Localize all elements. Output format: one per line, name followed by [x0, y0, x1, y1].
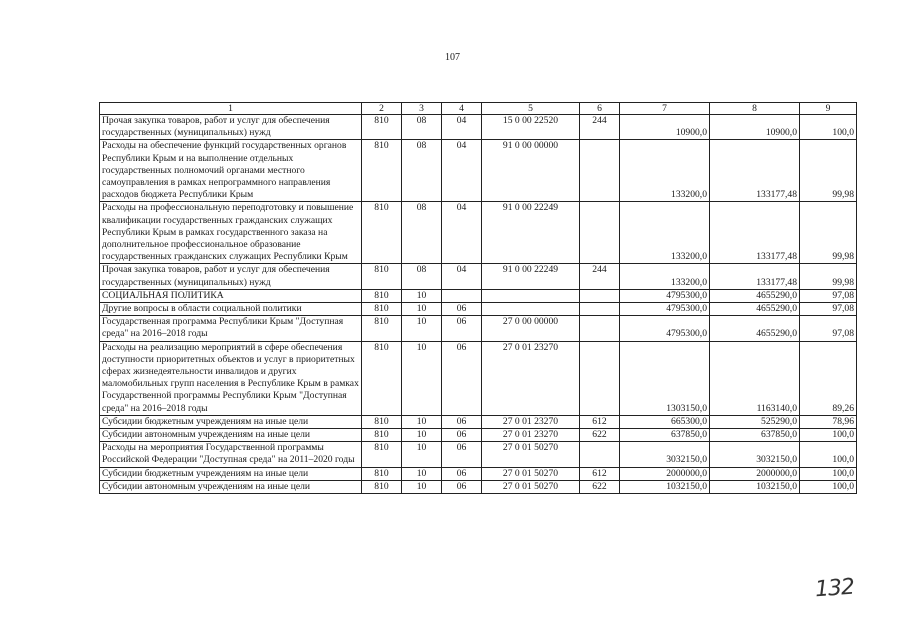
- row-name-cell: Другие вопросы в области социальной политики: [100, 303, 362, 316]
- percent-cell: 100,0: [800, 467, 857, 480]
- percent-cell: 99,98: [800, 140, 857, 202]
- section-cell: 10: [402, 289, 442, 302]
- percent-cell: 100,0: [800, 429, 857, 442]
- header-cell: 2: [362, 103, 402, 115]
- code-cell: 810: [362, 202, 402, 264]
- percent-cell: 89,26: [800, 341, 857, 415]
- row-name-cell: Субсидии автономным учреждениям на иные цели: [100, 480, 362, 493]
- actual-amount-cell: 1163140,0: [710, 341, 800, 415]
- table-row: [100, 289, 857, 302]
- code-cell: 810: [362, 316, 402, 341]
- percent-cell: 97,08: [800, 303, 857, 316]
- subsection-cell: 04: [442, 264, 482, 289]
- section-cell: 10: [402, 467, 442, 480]
- percent-cell: 100,0: [800, 115, 857, 140]
- table-body: [100, 115, 857, 494]
- subsection-cell: 06: [442, 467, 482, 480]
- code-cell: 810: [362, 115, 402, 140]
- subsection-cell: 04: [442, 202, 482, 264]
- plan-amount-cell: 4795300,0: [620, 289, 710, 302]
- section-cell: 08: [402, 140, 442, 202]
- row-name-cell: Прочая закупка товаров, работ и услуг для обеспечения государственных (муниципальных) нужд: [100, 115, 362, 140]
- table-row: [100, 429, 857, 442]
- code-cell: 810: [362, 467, 402, 480]
- plan-amount-cell: 2000000,0: [620, 467, 710, 480]
- row-name-cell: Расходы на обеспечение функций государственных органов Республики Крым и на выполнение отдельных государственных полномочий органами местного самоуправления в рамках непрограммного направления расходов бюджета Республики Крым: [100, 140, 362, 202]
- target-article-cell: 91 0 00 22249: [482, 202, 580, 264]
- expense-type-cell: 622: [580, 480, 620, 493]
- section-cell: 10: [402, 480, 442, 493]
- table-row: [100, 303, 857, 316]
- expense-type-cell: [580, 341, 620, 415]
- handwritten-page-number: 132: [814, 574, 855, 603]
- row-name-cell: Субсидии бюджетным учреждениям на иные цели: [100, 467, 362, 480]
- target-article-cell: [482, 289, 580, 302]
- code-cell: 810: [362, 140, 402, 202]
- expense-type-cell: 612: [580, 467, 620, 480]
- expense-type-cell: [580, 202, 620, 264]
- expense-type-cell: [580, 442, 620, 467]
- code-cell: 810: [362, 429, 402, 442]
- plan-amount-cell: 133200,0: [620, 202, 710, 264]
- expense-type-cell: 622: [580, 429, 620, 442]
- target-article-cell: 27 0 00 00000: [482, 316, 580, 341]
- header-cell: 4: [442, 103, 482, 115]
- section-cell: 08: [402, 202, 442, 264]
- table-row: [100, 480, 857, 493]
- target-article-cell: 27 0 01 50270: [482, 467, 580, 480]
- code-cell: 810: [362, 341, 402, 415]
- subsection-cell: 06: [442, 341, 482, 415]
- target-article-cell: [482, 303, 580, 316]
- code-cell: 810: [362, 303, 402, 316]
- row-name-cell: Субсидии бюджетным учреждениям на иные цели: [100, 415, 362, 428]
- expense-type-cell: 244: [580, 115, 620, 140]
- table-row: [100, 140, 857, 202]
- actual-amount-cell: 637850,0: [710, 429, 800, 442]
- table-row: [100, 415, 857, 428]
- plan-amount-cell: 1032150,0: [620, 480, 710, 493]
- table-row: [100, 264, 857, 289]
- actual-amount-cell: 1032150,0: [710, 480, 800, 493]
- section-cell: 10: [402, 442, 442, 467]
- header-cell: 3: [402, 103, 442, 115]
- plan-amount-cell: 665300,0: [620, 415, 710, 428]
- table-row: [100, 115, 857, 140]
- code-cell: 810: [362, 480, 402, 493]
- header-cell: 6: [580, 103, 620, 115]
- percent-cell: 78,96: [800, 415, 857, 428]
- actual-amount-cell: 525290,0: [710, 415, 800, 428]
- actual-amount-cell: 4655290,0: [710, 316, 800, 341]
- table-row: [100, 467, 857, 480]
- row-name-cell: Субсидии автономным учреждениям на иные цели: [100, 429, 362, 442]
- expense-type-cell: 244: [580, 264, 620, 289]
- row-name-cell: Расходы на профессиональную переподготовку и повышение квалификации государственных гражданских служащих Республики Крым в рамках государственного заказа на дополнительное профессиональное образование государственных гражданских служащих Республики Крым: [100, 202, 362, 264]
- table-header-row: [100, 103, 857, 115]
- subsection-cell: [442, 289, 482, 302]
- code-cell: 810: [362, 264, 402, 289]
- subsection-cell: 06: [442, 480, 482, 493]
- page-number: 107: [445, 52, 460, 63]
- header-cell: 5: [482, 103, 580, 115]
- target-article-cell: 15 0 00 22520: [482, 115, 580, 140]
- expense-type-cell: 612: [580, 415, 620, 428]
- target-article-cell: 91 0 00 22249: [482, 264, 580, 289]
- expense-type-cell: [580, 140, 620, 202]
- actual-amount-cell: 4655290,0: [710, 303, 800, 316]
- row-name-cell: СОЦИАЛЬНАЯ ПОЛИТИКА: [100, 289, 362, 302]
- subsection-cell: 06: [442, 429, 482, 442]
- plan-amount-cell: 10900,0: [620, 115, 710, 140]
- subsection-cell: 04: [442, 140, 482, 202]
- percent-cell: 100,0: [800, 480, 857, 493]
- row-name-cell: Прочая закупка товаров, работ и услуг для обеспечения государственных (муниципальных) нужд: [100, 264, 362, 289]
- header-cell: 7: [620, 103, 710, 115]
- section-cell: 10: [402, 303, 442, 316]
- subsection-cell: 06: [442, 415, 482, 428]
- percent-cell: 97,08: [800, 316, 857, 341]
- plan-amount-cell: 4795300,0: [620, 316, 710, 341]
- budget-table: [99, 102, 857, 494]
- plan-amount-cell: 3032150,0: [620, 442, 710, 467]
- percent-cell: 99,98: [800, 264, 857, 289]
- subsection-cell: 06: [442, 303, 482, 316]
- table-row: [100, 316, 857, 341]
- plan-amount-cell: 4795300,0: [620, 303, 710, 316]
- actual-amount-cell: 133177,48: [710, 202, 800, 264]
- section-cell: 08: [402, 115, 442, 140]
- header-cell: 8: [710, 103, 800, 115]
- target-article-cell: 27 0 01 50270: [482, 480, 580, 493]
- header-cell: 9: [800, 103, 857, 115]
- table-row: [100, 341, 857, 415]
- section-cell: 10: [402, 316, 442, 341]
- expense-type-cell: [580, 303, 620, 316]
- plan-amount-cell: 133200,0: [620, 140, 710, 202]
- expense-type-cell: [580, 316, 620, 341]
- target-article-cell: 91 0 00 00000: [482, 140, 580, 202]
- percent-cell: 99,98: [800, 202, 857, 264]
- code-cell: 810: [362, 442, 402, 467]
- percent-cell: 100,0: [800, 442, 857, 467]
- plan-amount-cell: 637850,0: [620, 429, 710, 442]
- target-article-cell: 27 0 01 23270: [482, 341, 580, 415]
- expense-type-cell: [580, 289, 620, 302]
- target-article-cell: 27 0 01 50270: [482, 442, 580, 467]
- subsection-cell: 04: [442, 115, 482, 140]
- row-name-cell: Расходы на реализацию мероприятий в сфере обеспечения доступности приоритетных объектов и услуг в приоритетных сферах жизнедеятельности инвалидов и других маломобильных групп населения в Республике Крым в рамках Государственной программы Республики Крым "Доступная среда" на 2016–2018 годы: [100, 341, 362, 415]
- actual-amount-cell: 10900,0: [710, 115, 800, 140]
- section-cell: 10: [402, 429, 442, 442]
- row-name-cell: Расходы на мероприятия Государственной программы Российской Федерации "Доступная среда" на 2011–2020 годы: [100, 442, 362, 467]
- subsection-cell: 06: [442, 442, 482, 467]
- section-cell: 10: [402, 415, 442, 428]
- actual-amount-cell: 4655290,0: [710, 289, 800, 302]
- code-cell: 810: [362, 415, 402, 428]
- actual-amount-cell: 3032150,0: [710, 442, 800, 467]
- target-article-cell: 27 0 01 23270: [482, 415, 580, 428]
- plan-amount-cell: 133200,0: [620, 264, 710, 289]
- actual-amount-cell: 2000000,0: [710, 467, 800, 480]
- section-cell: 08: [402, 264, 442, 289]
- percent-cell: 97,08: [800, 289, 857, 302]
- actual-amount-cell: 133177,48: [710, 264, 800, 289]
- section-cell: 10: [402, 341, 442, 415]
- plan-amount-cell: 1303150,0: [620, 341, 710, 415]
- table-row: [100, 202, 857, 264]
- code-cell: 810: [362, 289, 402, 302]
- actual-amount-cell: 133177,48: [710, 140, 800, 202]
- table-row: [100, 442, 857, 467]
- subsection-cell: 06: [442, 316, 482, 341]
- row-name-cell: Государственная программа Республики Крым "Доступная среда" на 2016–2018 годы: [100, 316, 362, 341]
- target-article-cell: 27 0 01 23270: [482, 429, 580, 442]
- header-cell: 1: [100, 103, 362, 115]
